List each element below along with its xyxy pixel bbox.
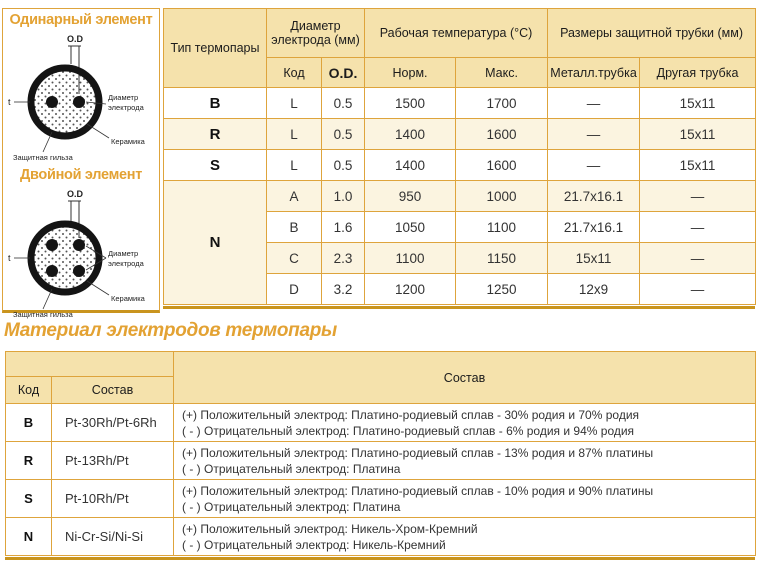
table-bottom-rule	[163, 306, 755, 309]
max-cell: 1600	[456, 150, 548, 181]
ceramic-leader-line	[87, 124, 109, 138]
max-cell: 1600	[456, 119, 548, 150]
code-cell: L	[267, 150, 322, 181]
od-cell: 0.5	[322, 119, 365, 150]
norm-cell: 1400	[365, 150, 456, 181]
spec-row-n-a	[164, 181, 756, 212]
code-cell: N	[6, 518, 52, 556]
sheath-leader-line	[43, 289, 52, 309]
positive-electrode-text: (+) Положительный электрод: Платино-родиевый сплав - 10% родия и 90% платины	[182, 483, 654, 498]
negative-electrode-text: ( - ) Отрицательный электрод: Платина	[182, 461, 401, 476]
spec-table-container	[163, 8, 755, 309]
code-cell: A	[267, 181, 322, 212]
element-diagram-panel	[2, 8, 160, 319]
header-composition-detail: Состав	[174, 352, 756, 404]
spec-row-s	[164, 150, 756, 181]
composition-cell: Pt-13Rh/Pt	[52, 442, 174, 480]
electrode-diameter-label: Диаметр	[108, 93, 139, 102]
metal-tube-cell: —	[548, 150, 640, 181]
type-cell: S	[164, 150, 267, 181]
material-section-title: Материал электродов термопары	[4, 320, 337, 341]
header-tube-sizes: Размеры защитной трубки (мм)	[548, 9, 756, 58]
norm-cell: 1200	[365, 274, 456, 305]
header-code: Код	[6, 377, 52, 404]
electrode-dot	[73, 239, 85, 251]
other-tube-cell: —	[640, 243, 756, 274]
header-composition: Состав	[52, 377, 174, 404]
code-cell: S	[6, 480, 52, 518]
thermocouple-spec-table	[163, 8, 756, 305]
ceramic-label: Керамика	[111, 137, 145, 146]
electrode-dot	[73, 96, 85, 108]
electrode-diameter-label: Диаметр	[108, 249, 139, 258]
header-code: Код	[267, 58, 322, 88]
spec-header-row-1	[164, 9, 756, 58]
code-cell: B	[267, 212, 322, 243]
composition-detail-cell	[174, 404, 756, 442]
t-label: t	[8, 97, 11, 107]
positive-electrode-text: (+) Положительный электрод: Платино-родиевый сплав - 13% родия и 87% платины	[182, 445, 654, 460]
electrode-dot	[73, 265, 85, 277]
material-row-n	[6, 518, 756, 556]
composition-cell: Pt-30Rh/Pt-6Rh	[52, 404, 174, 442]
material-header-row-1	[6, 352, 756, 377]
od-cell: 3.2	[322, 274, 365, 305]
type-cell: R	[164, 119, 267, 150]
code-cell: C	[267, 243, 322, 274]
spec-row-r	[164, 119, 756, 150]
electrode-diameter-label: электрода	[108, 259, 144, 268]
negative-electrode-text: ( - ) Отрицательный электрод: Платина	[182, 499, 401, 514]
composition-detail-cell	[174, 518, 756, 556]
composition-detail-cell	[174, 442, 756, 480]
header-od: O.D.	[322, 58, 365, 88]
metal-tube-cell: 21.7x16.1	[548, 212, 640, 243]
norm-cell: 1400	[365, 119, 456, 150]
double-element-title: Двойной элемент	[19, 167, 143, 183]
code-cell: D	[267, 274, 322, 305]
header-max: Макс.	[456, 58, 548, 88]
norm-cell: 1500	[365, 88, 456, 119]
negative-electrode-text: ( - ) Отрицательный электрод: Платино-родиевый сплав - 6% родия и 94% родия	[182, 423, 635, 438]
electrode-diameter-label: электрода	[108, 103, 144, 112]
spec-row-b	[164, 88, 756, 119]
code-cell: R	[6, 442, 52, 480]
positive-electrode-text: (+) Положительный электрод: Платино-родиевый сплав - 30% родия и 70% родия	[182, 407, 640, 422]
other-tube-cell: 15x11	[640, 119, 756, 150]
od-cell: 2.3	[322, 243, 365, 274]
ceramic-leader-line	[87, 281, 109, 295]
metal-tube-cell: 21.7x16.1	[548, 181, 640, 212]
other-tube-cell: —	[640, 274, 756, 305]
composition-cell: Pt-10Rh/Pt	[52, 480, 174, 518]
od-cell: 0.5	[322, 88, 365, 119]
electrode-material-table	[5, 351, 756, 556]
max-cell: 1000	[456, 181, 548, 212]
od-cell: 1.0	[322, 181, 365, 212]
code-cell: B	[6, 404, 52, 442]
composition-cell: Ni-Cr-Si/Ni-Si	[52, 518, 174, 556]
od-label: O.D	[67, 34, 84, 44]
sheath-label: Защитная гильза	[13, 310, 73, 319]
sheath-label: Защитная гильза	[13, 153, 73, 162]
od-cell: 1.6	[322, 212, 365, 243]
other-tube-cell: —	[640, 212, 756, 243]
single-element-title: Одинарный элемент	[9, 12, 153, 28]
t-label: t	[8, 253, 11, 263]
material-table-container	[5, 351, 755, 560]
ceramic-label: Керамика	[111, 294, 145, 303]
norm-cell: 950	[365, 181, 456, 212]
header-electrode-diameter: Диаметр электрода (мм)	[267, 9, 365, 58]
other-tube-cell: —	[640, 181, 756, 212]
max-cell: 1250	[456, 274, 548, 305]
table-bottom-rule	[5, 557, 755, 560]
header-metal-tube: Металл.трубка	[548, 58, 640, 88]
metal-tube-cell: —	[548, 119, 640, 150]
composition-detail-cell	[174, 480, 756, 518]
double-element-diagram	[5, 183, 157, 321]
header-norm: Норм.	[365, 58, 456, 88]
material-row-s	[6, 480, 756, 518]
electrode-dot	[46, 265, 58, 277]
max-cell: 1100	[456, 212, 548, 243]
type-cell: N	[164, 181, 267, 305]
norm-cell: 1050	[365, 212, 456, 243]
other-tube-cell: 15x11	[640, 150, 756, 181]
single-element-diagram	[5, 28, 157, 164]
metal-tube-cell: 12x9	[548, 274, 640, 305]
od-cell: 0.5	[322, 150, 365, 181]
header-other-tube: Другая трубка	[640, 58, 756, 88]
header-blank	[6, 352, 174, 377]
electrode-dot	[46, 96, 58, 108]
material-row-b	[6, 404, 756, 442]
od-label: O.D	[67, 189, 84, 199]
metal-tube-cell: —	[548, 88, 640, 119]
material-row-r	[6, 442, 756, 480]
negative-electrode-text: ( - ) Отрицательный электрод: Никель-Кремний	[182, 537, 446, 552]
other-tube-cell: 15x11	[640, 88, 756, 119]
metal-tube-cell: 15x11	[548, 243, 640, 274]
norm-cell: 1100	[365, 243, 456, 274]
code-cell: L	[267, 119, 322, 150]
positive-electrode-text: (+) Положительный электрод: Никель-Хром-Кремний	[182, 521, 478, 536]
header-working-temp: Рабочая температура (°C)	[365, 9, 548, 58]
header-type: Тип термопары	[164, 9, 267, 88]
code-cell: L	[267, 88, 322, 119]
type-cell: B	[164, 88, 267, 119]
electrode-dot	[46, 239, 58, 251]
max-cell: 1700	[456, 88, 548, 119]
max-cell: 1150	[456, 243, 548, 274]
